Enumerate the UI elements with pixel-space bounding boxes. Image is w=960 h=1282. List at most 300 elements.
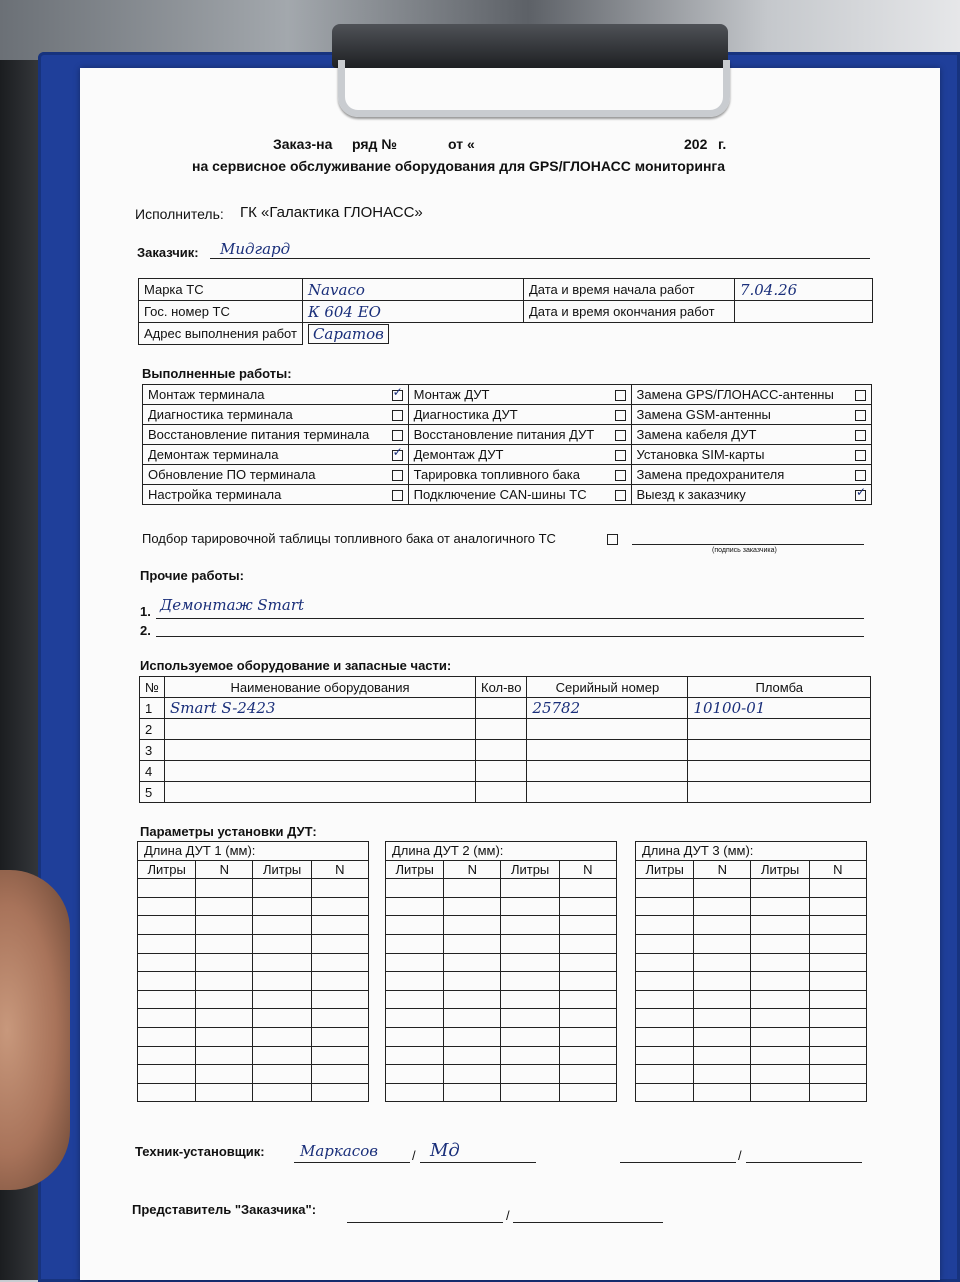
equipment-n: 5 — [140, 782, 165, 803]
work-checkbox[interactable] — [392, 390, 403, 401]
dut-row — [138, 934, 369, 953]
work-checkbox[interactable] — [392, 470, 403, 481]
dut-cell[interactable] — [253, 1083, 311, 1102]
dut-cell[interactable] — [444, 1046, 501, 1065]
dut-cell[interactable] — [196, 897, 253, 916]
work-checkbox-cell — [610, 445, 632, 465]
dut-cell[interactable] — [636, 990, 694, 1009]
dut-cell[interactable] — [311, 1009, 368, 1028]
equipment-header: Серийный номер — [527, 677, 688, 698]
dut-cell[interactable] — [444, 990, 501, 1009]
dut-row — [636, 1046, 867, 1065]
executor-value: ГК «Галактика ГЛОНАСС» — [240, 204, 423, 221]
dut-cell[interactable] — [386, 1046, 444, 1065]
dut-cell[interactable] — [253, 934, 311, 953]
customer-label: Заказчик: — [137, 245, 199, 260]
dut-cell[interactable] — [694, 990, 751, 1009]
dut-col-header: N — [694, 860, 751, 879]
dut-cell[interactable] — [138, 1027, 196, 1046]
tech-sign-line — [420, 1162, 536, 1163]
dut-cell[interactable] — [501, 972, 559, 991]
dut-cell[interactable] — [138, 953, 196, 972]
equipment-serial-value: 25782 — [532, 699, 581, 717]
equipment-seal — [688, 782, 871, 803]
dut-cell[interactable] — [501, 1065, 559, 1084]
dut-cell[interactable] — [559, 916, 616, 935]
dut-cell[interactable] — [444, 916, 501, 935]
dut-cell[interactable] — [694, 1065, 751, 1084]
equipment-name — [165, 782, 476, 803]
calibration-sign-caption: (подпись заказчика) — [712, 547, 777, 554]
rep-sign-line — [513, 1222, 663, 1223]
dut-row — [386, 1046, 617, 1065]
dut-cell[interactable] — [809, 897, 866, 916]
dut-cell[interactable] — [196, 1046, 253, 1065]
dut-row — [386, 1065, 617, 1084]
dut-row — [386, 990, 617, 1009]
works-row — [143, 465, 872, 485]
dut-table-title: Длина ДУТ 1 (мм): — [138, 842, 369, 861]
dut-cell[interactable] — [751, 897, 809, 916]
title-line1-year-suffix: г. — [718, 136, 727, 152]
work-checkbox-cell — [387, 465, 409, 485]
works-table — [142, 384, 872, 505]
dut-cell[interactable] — [138, 1046, 196, 1065]
dut-cell[interactable] — [694, 897, 751, 916]
hand — [0, 870, 70, 1190]
work-label: Замена кабеля ДУТ — [631, 425, 850, 445]
dut-cell[interactable] — [809, 934, 866, 953]
dut-cell[interactable] — [311, 1065, 368, 1084]
dut-cell[interactable] — [501, 953, 559, 972]
equipment-name — [165, 719, 476, 740]
end-label: Дата и время окончания работ — [523, 301, 734, 323]
dut-row — [386, 1027, 617, 1046]
dut-table-3 — [635, 841, 867, 1102]
dut-cell[interactable] — [386, 972, 444, 991]
dut-cell[interactable] — [636, 1027, 694, 1046]
dut-cell[interactable] — [138, 972, 196, 991]
work-checkbox[interactable] — [855, 450, 866, 461]
dut-cell[interactable] — [311, 1027, 368, 1046]
end-value — [734, 301, 872, 323]
work-checkbox[interactable] — [615, 490, 626, 501]
work-label: Монтаж ДУТ — [408, 385, 609, 405]
dut-cell[interactable] — [138, 990, 196, 1009]
dut-row — [138, 953, 369, 972]
dut-cell[interactable] — [138, 934, 196, 953]
dut-cell[interactable] — [809, 1046, 866, 1065]
plate-value: К 604 ЕО — [302, 301, 523, 323]
equipment-name-value: Smart S-2423 — [170, 699, 276, 717]
dut-cell[interactable] — [444, 1065, 501, 1084]
works-title: Выполненные работы: — [142, 366, 292, 381]
brand-label: Марка ТС — [139, 279, 303, 301]
dut-cell[interactable] — [444, 1083, 501, 1102]
dut-row — [386, 1009, 617, 1028]
dut-row — [138, 916, 369, 935]
tech-name: Маркасов — [300, 1142, 378, 1160]
dut-cell[interactable] — [196, 953, 253, 972]
other-item2-num: 2. — [140, 623, 151, 638]
work-checkbox[interactable] — [392, 410, 403, 421]
dut-cell[interactable] — [636, 972, 694, 991]
dut-cell[interactable] — [501, 1009, 559, 1028]
equipment-name — [165, 698, 476, 719]
dut-cell[interactable] — [636, 953, 694, 972]
work-checkbox-cell — [610, 485, 632, 505]
equipment-qty — [476, 719, 527, 740]
dut-cell[interactable] — [694, 1009, 751, 1028]
dut-cell[interactable] — [196, 934, 253, 953]
dut-row — [138, 1046, 369, 1065]
work-checkbox[interactable] — [855, 490, 866, 501]
dut-cell[interactable] — [138, 879, 196, 898]
dut-cell[interactable] — [751, 1046, 809, 1065]
dut-table-1 — [137, 841, 369, 1102]
dut-cell[interactable] — [809, 1083, 866, 1102]
dut-cell[interactable] — [636, 1065, 694, 1084]
dut-cell[interactable] — [809, 972, 866, 991]
work-checkbox[interactable] — [615, 430, 626, 441]
dut-cell[interactable] — [444, 897, 501, 916]
other-works-title: Прочие работы: — [140, 568, 244, 583]
other-item2-line — [156, 636, 864, 637]
dut-row — [386, 897, 617, 916]
dut-cell[interactable] — [501, 897, 559, 916]
dut-cell[interactable] — [751, 1065, 809, 1084]
dut-cell[interactable] — [444, 934, 501, 953]
dut-cell[interactable] — [196, 1065, 253, 1084]
dut-row — [386, 953, 617, 972]
work-checkbox[interactable] — [615, 390, 626, 401]
equipment-qty — [476, 698, 527, 719]
dut-table-2 — [385, 841, 617, 1102]
dut-row — [138, 972, 369, 991]
dut-row — [636, 879, 867, 898]
dut-cell[interactable] — [751, 972, 809, 991]
work-label: Выезд к заказчику — [631, 485, 850, 505]
dut-cell[interactable] — [253, 1009, 311, 1028]
dut-cell[interactable] — [196, 916, 253, 935]
dut-cell[interactable] — [636, 1009, 694, 1028]
equipment-title: Используемое оборудование и запасные части: — [140, 658, 452, 673]
equipment-serial — [527, 698, 688, 719]
work-label: Замена GPS/ГЛОНАСС-антенны — [631, 385, 850, 405]
work-label: Восстановление питания терминала — [143, 425, 387, 445]
dut-cell[interactable] — [809, 1027, 866, 1046]
dut-cell[interactable] — [694, 916, 751, 935]
equipment-serial — [527, 719, 688, 740]
dut-table-title: Длина ДУТ 2 (мм): — [386, 842, 617, 861]
address-label: Адрес выполнения работ — [139, 323, 303, 345]
works-row — [143, 405, 872, 425]
dut-cell[interactable] — [751, 990, 809, 1009]
dut-cell[interactable] — [196, 1027, 253, 1046]
calibration-label: Подбор тарировочной таблицы топливного бака от аналогичного ТС — [142, 531, 556, 546]
dut-cell[interactable] — [253, 972, 311, 991]
dut-cell[interactable] — [751, 916, 809, 935]
dut-cell[interactable] — [694, 953, 751, 972]
equipment-seal — [688, 698, 871, 719]
dut-cell[interactable] — [559, 1009, 616, 1028]
dut-cell[interactable] — [559, 1065, 616, 1084]
dut-cell[interactable] — [694, 934, 751, 953]
tech-slash: / — [412, 1148, 416, 1163]
dut-col-header: Литры — [636, 860, 694, 879]
dut-cell[interactable] — [386, 1027, 444, 1046]
work-label: Восстановление питания ДУТ — [408, 425, 609, 445]
dut-cell[interactable] — [809, 1009, 866, 1028]
dut-col-header: Литры — [386, 860, 444, 879]
work-label: Обновление ПО терминала — [143, 465, 387, 485]
work-label: Демонтаж ДУТ — [408, 445, 609, 465]
dut-cell[interactable] — [559, 990, 616, 1009]
dut-col-header: Литры — [501, 860, 559, 879]
dut-cell[interactable] — [751, 1083, 809, 1102]
dut-col-header: N — [559, 860, 616, 879]
dut-row — [636, 1083, 867, 1102]
dut-cell[interactable] — [386, 897, 444, 916]
work-checkbox[interactable] — [392, 450, 403, 461]
dut-row — [636, 1027, 867, 1046]
dut-cell[interactable] — [636, 897, 694, 916]
dut-cell[interactable] — [253, 916, 311, 935]
dut-cell[interactable] — [694, 1027, 751, 1046]
dut-cell[interactable] — [636, 934, 694, 953]
dut-row — [138, 1083, 369, 1102]
work-checkbox-cell — [850, 445, 872, 465]
equipment-row — [140, 740, 871, 761]
tech-signature: Мд — [430, 1140, 460, 1161]
executor-label: Исполнитель: — [135, 206, 224, 222]
dut-cell[interactable] — [444, 879, 501, 898]
dut-cell[interactable] — [138, 1083, 196, 1102]
dut-cell[interactable] — [311, 916, 368, 935]
dut-cell[interactable] — [138, 916, 196, 935]
dut-cell[interactable] — [809, 990, 866, 1009]
dut-cell[interactable] — [559, 879, 616, 898]
work-label: Подключение CAN-шины ТС — [408, 485, 609, 505]
equipment-seal — [688, 740, 871, 761]
equipment-qty — [476, 782, 527, 803]
dut-cell[interactable] — [501, 1083, 559, 1102]
dut-cell[interactable] — [196, 990, 253, 1009]
other-item1-value: Демонтаж Smart — [160, 596, 305, 614]
dut-row — [636, 897, 867, 916]
dut-cell[interactable] — [311, 990, 368, 1009]
dut-cell[interactable] — [559, 934, 616, 953]
dut-cell[interactable] — [253, 1065, 311, 1084]
dut-cell[interactable] — [444, 972, 501, 991]
equipment-name — [165, 761, 476, 782]
dut-cell[interactable] — [386, 879, 444, 898]
dut-cell[interactable] — [809, 879, 866, 898]
dut-cell[interactable] — [751, 1009, 809, 1028]
dut-cell[interactable] — [253, 953, 311, 972]
dut-cell[interactable] — [501, 1027, 559, 1046]
dut-cell[interactable] — [253, 879, 311, 898]
dut-cell[interactable] — [559, 1046, 616, 1065]
dut-col-header: N — [444, 860, 501, 879]
dut-cell[interactable] — [386, 934, 444, 953]
dut-cell[interactable] — [311, 1046, 368, 1065]
dut-cell[interactable] — [559, 972, 616, 991]
dut-cell[interactable] — [138, 1009, 196, 1028]
dut-cell[interactable] — [386, 1009, 444, 1028]
work-checkbox[interactable] — [855, 390, 866, 401]
work-checkbox-cell — [610, 425, 632, 445]
equipment-row — [140, 761, 871, 782]
dut-cell[interactable] — [636, 879, 694, 898]
dut-cell[interactable] — [444, 953, 501, 972]
work-checkbox[interactable] — [615, 470, 626, 481]
work-label: Демонтаж терминала — [143, 445, 387, 465]
other-item1-num: 1. — [140, 604, 151, 619]
works-row — [143, 385, 872, 405]
work-checkbox[interactable] — [392, 430, 403, 441]
equipment-serial — [527, 761, 688, 782]
dut-cell[interactable] — [559, 953, 616, 972]
dut-cell[interactable] — [311, 934, 368, 953]
work-checkbox-cell — [387, 385, 409, 405]
dut-cell[interactable] — [196, 879, 253, 898]
work-checkbox-cell — [387, 485, 409, 505]
dut-cell[interactable] — [809, 953, 866, 972]
dut-cell[interactable] — [253, 1046, 311, 1065]
dut-cell[interactable] — [386, 1083, 444, 1102]
work-checkbox[interactable] — [855, 410, 866, 421]
equipment-row — [140, 698, 871, 719]
dut-cell[interactable] — [311, 1083, 368, 1102]
work-label: Настройка терминала — [143, 485, 387, 505]
dut-cell[interactable] — [559, 1027, 616, 1046]
dut-cell[interactable] — [636, 1046, 694, 1065]
work-checkbox[interactable] — [392, 490, 403, 501]
dut-cell[interactable] — [196, 1009, 253, 1028]
dut-table-title: Длина ДУТ 3 (мм): — [636, 842, 867, 861]
vehicle-table — [138, 278, 873, 345]
work-checkbox[interactable] — [855, 430, 866, 441]
dut-cell[interactable] — [196, 1083, 253, 1102]
second-slash: / — [738, 1148, 742, 1163]
dut-cell[interactable] — [751, 879, 809, 898]
dut-cell[interactable] — [253, 897, 311, 916]
dut-cell[interactable] — [501, 990, 559, 1009]
dut-cell[interactable] — [501, 879, 559, 898]
dut-cell[interactable] — [809, 916, 866, 935]
dut-cell[interactable] — [138, 897, 196, 916]
work-checkbox[interactable] — [855, 470, 866, 481]
dut-cell[interactable] — [559, 1083, 616, 1102]
dut-row — [386, 934, 617, 953]
title-line1-year: 202 — [684, 136, 708, 152]
dut-cell[interactable] — [311, 972, 368, 991]
dut-cell[interactable] — [636, 916, 694, 935]
dut-row — [636, 934, 867, 953]
work-order-sheet — [80, 68, 940, 1280]
dut-cell[interactable] — [311, 953, 368, 972]
start-value: 7.04.26 — [734, 279, 872, 301]
dut-cell[interactable] — [444, 1009, 501, 1028]
dut-cell[interactable] — [694, 879, 751, 898]
work-label: Замена GSM-антенны — [631, 405, 850, 425]
equipment-header: Кол-во — [476, 677, 527, 698]
dut-cell[interactable] — [751, 1027, 809, 1046]
dut-cell[interactable] — [444, 1027, 501, 1046]
dut-cell[interactable] — [694, 1083, 751, 1102]
dut-cell[interactable] — [501, 934, 559, 953]
dut-cell[interactable] — [636, 1083, 694, 1102]
dut-cell[interactable] — [386, 953, 444, 972]
tech-label: Техник-установщик: — [135, 1144, 265, 1159]
equipment-seal — [688, 719, 871, 740]
dut-cell[interactable] — [311, 897, 368, 916]
equipment-qty — [476, 740, 527, 761]
work-label: Замена предохранителя — [631, 465, 850, 485]
equipment-seal-value: 10100-01 — [693, 699, 766, 717]
works-row — [143, 445, 872, 465]
equipment-n: 2 — [140, 719, 165, 740]
start-label: Дата и время начала работ — [523, 279, 734, 301]
dut-row — [636, 1009, 867, 1028]
dut-cell[interactable] — [559, 897, 616, 916]
work-checkbox[interactable] — [615, 450, 626, 461]
dut-cell[interactable] — [501, 1046, 559, 1065]
dut-row — [636, 1065, 867, 1084]
work-label: Диагностика ДУТ — [408, 405, 609, 425]
dut-row — [386, 879, 617, 898]
brand-value: Navaco — [302, 279, 523, 301]
dut-col-header: N — [196, 860, 253, 879]
work-checkbox-cell — [850, 405, 872, 425]
clipboard-clip — [332, 24, 728, 116]
dut-cell[interactable] — [809, 1065, 866, 1084]
equipment-table — [139, 676, 871, 803]
work-checkbox[interactable] — [615, 410, 626, 421]
dut-cell[interactable] — [386, 990, 444, 1009]
dut-cell[interactable] — [386, 916, 444, 935]
work-checkbox-cell — [387, 425, 409, 445]
dut-cell[interactable] — [694, 1046, 751, 1065]
dut-cell[interactable] — [501, 916, 559, 935]
second-name-line — [620, 1162, 736, 1163]
dut-cell[interactable] — [311, 879, 368, 898]
dut-cell[interactable] — [751, 934, 809, 953]
dut-row — [138, 1027, 369, 1046]
equipment-serial — [527, 740, 688, 761]
dut-cell[interactable] — [694, 972, 751, 991]
equipment-serial — [527, 782, 688, 803]
equipment-n: 4 — [140, 761, 165, 782]
work-checkbox-cell — [850, 485, 872, 505]
dut-cell[interactable] — [386, 1065, 444, 1084]
dut-cell[interactable] — [253, 990, 311, 1009]
dut-col-header: Литры — [253, 860, 311, 879]
customer-value: Мидгард — [220, 240, 291, 258]
equipment-n: 1 — [140, 698, 165, 719]
calibration-sign-line — [632, 544, 864, 545]
dut-cell[interactable] — [196, 972, 253, 991]
equipment-name — [165, 740, 476, 761]
page-title: на сервисное обслуживание оборудования для GPS/ГЛОНАСС мониторинга — [192, 158, 726, 174]
equipment-qty — [476, 761, 527, 782]
dut-cell[interactable] — [253, 1027, 311, 1046]
dut-cell[interactable] — [138, 1065, 196, 1084]
dut-col-header: N — [311, 860, 368, 879]
calibration-checkbox[interactable] — [607, 534, 618, 545]
dut-cell[interactable] — [751, 953, 809, 972]
